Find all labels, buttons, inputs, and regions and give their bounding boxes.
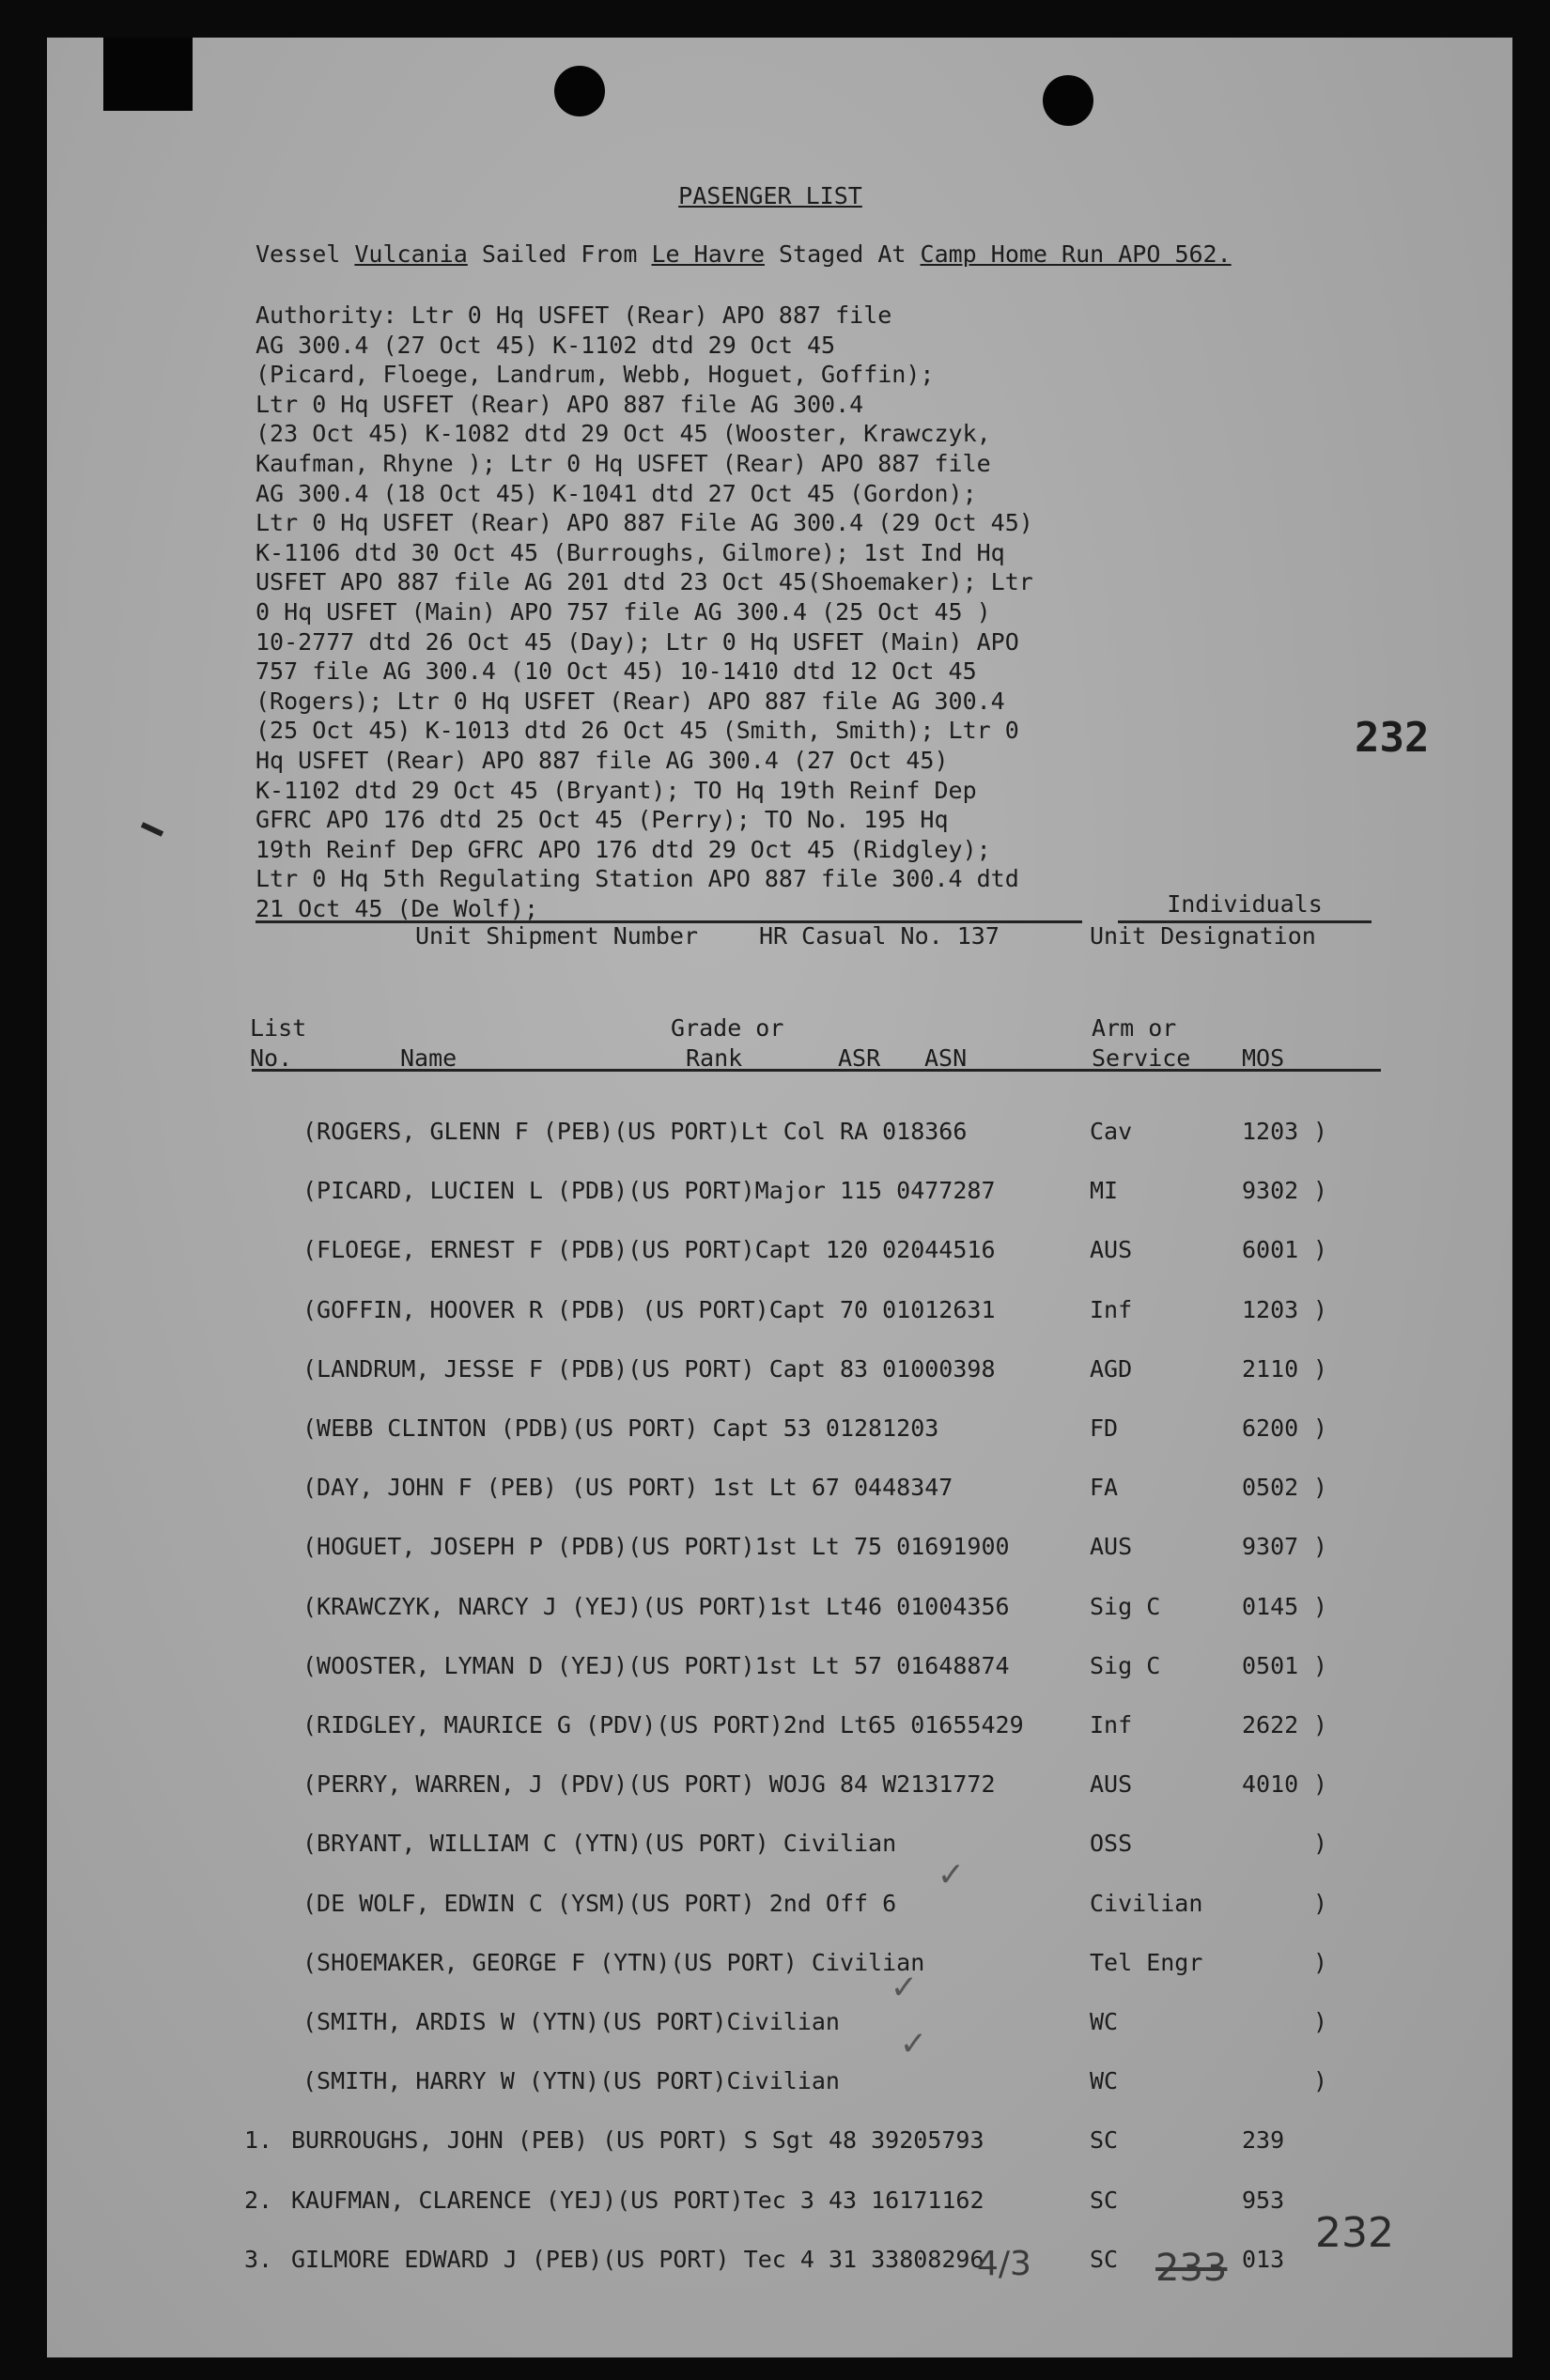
header-no: No. [250,1044,293,1072]
table-row [47,1118,1512,1150]
entry-text: (RIDGLEY, MAURICE G (PDV)(US PORT)2nd Lt65 01655429 [302,1711,1024,1739]
header-mos: MOS [1242,1044,1285,1072]
table-row [47,1830,1512,1862]
closing-paren: ) [1313,1295,1328,1323]
mos-code: 239 [1242,2126,1285,2155]
arm-or-service: AUS [1090,1770,1133,1799]
margin-page-number: 232 [1355,714,1430,762]
table-row [47,1533,1512,1565]
check-mark-icon: ✓ [939,1852,963,1895]
header-arm-or: Arm or [1092,1014,1177,1042]
list-number: 3. [244,2245,273,2273]
arm-or-service: OSS [1090,1830,1133,1858]
entry-text: (GOFFIN, HOOVER R (PDB) (US PORT)Capt 70 01012631 [302,1295,996,1323]
closing-paren: ) [1313,1948,1328,1976]
authority-line: AG 300.4 (18 Oct 45) K-1041 dtd 27 Oct 45 (Gordon); [256,479,977,507]
authority-line: 757 file AG 300.4 (10 Oct 45) 10-1410 dtd 12 Oct 45 [256,657,977,686]
mos-code: 6001 [1242,1236,1299,1264]
mos-code: 0501 [1242,1651,1299,1679]
table-row [47,1355,1512,1387]
table-row [47,1949,1512,1981]
mos-code: 953 [1242,2186,1285,2214]
arm-or-service: AUS [1090,1236,1133,1264]
entry-text: (FLOEGE, ERNEST F (PDB)(US PORT)Capt 120 02044516 [302,1236,996,1264]
table-row [47,1236,1512,1268]
table-row [47,1652,1512,1684]
authority-line: 19th Reinf Dep GFRC APO 176 dtd 29 Oct 45 (Ridgley); [256,835,991,863]
arm-or-service: Sig C [1090,1651,1161,1679]
authority-line: Ltr 0 Hq USFET (Rear) APO 887 file AG 300.4 [256,390,864,418]
arm-or-service: SC [1090,2186,1119,2214]
table-row [47,2008,1512,2040]
arm-or-service: MI [1090,1177,1119,1205]
entry-text: (KRAWCZYK, NARCY J (YEJ)(US PORT)1st Lt46 01004356 [302,1592,1010,1620]
vessel-line [256,240,1232,268]
closing-paren: ) [1313,1354,1328,1383]
table-row [47,2187,1512,2218]
page-title: PASENGER LIST [678,182,862,209]
arm-or-service: WC [1090,2067,1119,2095]
mos-code: 9307 [1242,1533,1299,1561]
table-row [47,1474,1512,1506]
table-row [47,1770,1512,1802]
header-asr: ASR [838,1044,881,1072]
mos-code: 9302 [1242,1177,1299,1205]
individuals-label: Individuals [1167,890,1323,918]
authority-line: (Picard, Floege, Landrum, Webb, Hoguet, Goffin); [256,361,935,389]
table-row [47,1593,1512,1625]
entry-text: (SMITH, ARDIS W (YTN)(US PORT)Civilian [302,2008,840,2035]
hr-casual-number: HR Casual No. 137 [759,922,1000,950]
table-row [47,1890,1512,1922]
authority-line: K-1106 dtd 30 Oct 45 (Burroughs, Gilmore); 1st Ind Hq [256,538,1005,566]
authority-line: AG 300.4 (27 Oct 45) K-1102 dtd 29 Oct 45 [256,331,836,359]
arm-or-service: Tel Engr [1090,1948,1203,1976]
unit-designation-label: Unit Designation [1090,922,1316,950]
table-row [47,1296,1512,1328]
vessel-prefix: Vessel [256,240,341,268]
arm-or-service: Sig C [1090,1592,1161,1620]
authority-line: (23 Oct 45) K-1082 dtd 29 Oct 45 (Wooster, Krawczyk, [256,420,991,448]
authority-line: Ltr 0 Hq USFET (Rear) APO 887 File AG 300.4 (29 Oct 45) [256,509,1033,537]
authority-line: Hq USFET (Rear) APO 887 file AG 300.4 (27 Oct 45) [256,746,949,774]
entry-text: (WOOSTER, LYMAN D (YEJ)(US PORT)1st Lt 57 01648874 [302,1651,1010,1679]
arm-or-service: Cav [1090,1118,1133,1145]
mos-code: 013 [1242,2245,1285,2273]
closing-paren: ) [1313,1592,1328,1620]
arm-or-service: WC [1090,2008,1119,2035]
unit-shipment-label: Unit Shipment Number [415,922,699,950]
table-row [47,1414,1512,1446]
header-service: Service [1092,1044,1191,1072]
entry-text: (DE WOLF, EDWIN C (YSM)(US PORT) 2nd Off 6 [302,1889,897,1917]
authority-line: K-1102 dtd 29 Oct 45 (Bryant); TO Hq 19th Reinf Dep [256,776,977,804]
authority-line: USFET APO 887 file AG 201 dtd 23 Oct 45(Shoemaker); Ltr [256,568,1033,596]
header-rank: Rank [686,1044,743,1072]
punch-hole [1043,75,1093,126]
header-grade-or: Grade or [671,1014,784,1042]
authority-line: (Rogers); Ltr 0 Hq USFET (Rear) APO 887 file AG 300.4 [256,687,1005,715]
entry-text: KAUFMAN, CLARENCE (YEJ)(US PORT)Tec 3 43 16171162 [291,2186,984,2214]
mos-code: 0502 [1242,1474,1299,1502]
closing-paren: ) [1313,1889,1328,1917]
arm-or-service: AGD [1090,1354,1133,1383]
handwritten-struck-number: 233 [1155,2247,1228,2290]
entry-text: (WEBB CLINTON (PDB)(US PORT) Capt 53 01281203 [302,1414,939,1442]
camp-name: Camp Home Run APO 562. [920,240,1232,268]
mos-code: 6200 [1242,1414,1299,1442]
mos-code: 0145 [1242,1592,1299,1620]
entry-text: (SMITH, HARRY W (YTN)(US PORT)Civilian [302,2067,840,2095]
entry-text: (DAY, JOHN F (PEB) (US PORT) 1st Lt 67 0448347 [302,1474,953,1502]
arm-or-service: Inf [1090,1295,1133,1323]
authority-line: (25 Oct 45) K-1013 dtd 26 Oct 45 (Smith, Smith); Ltr 0 [256,717,1019,745]
closing-paren: ) [1313,1533,1328,1561]
closing-paren: ) [1313,1414,1328,1442]
list-number: 1. [244,2126,273,2155]
authority-line: GFRC APO 176 dtd 25 Oct 45 (Perry); TO No. 195 Hq [256,806,949,834]
arm-or-service: FD [1090,1414,1119,1442]
closing-paren: ) [1313,1236,1328,1264]
authority-line: 21 Oct 45 (De Wolf); [256,894,539,922]
table-row [47,2067,1512,2099]
header-rule [252,1069,1381,1072]
table-row [47,2246,1512,2278]
entry-text: (BRYANT, WILLIAM C (YTN)(US PORT) Civilian [302,1830,897,1858]
vessel-name: Vulcania [354,240,468,268]
closing-paren: ) [1313,2008,1328,2035]
arm-or-service: SC [1090,2245,1119,2273]
closing-paren: ) [1313,1118,1328,1145]
authority-line: Authority: Ltr 0 Hq USFET (Rear) APO 887 file [256,301,892,329]
staged-label: Staged At [778,240,907,268]
authority-line: Ltr 0 Hq 5th Regulating Station APO 887 file 300.4 dtd [256,865,1019,893]
entry-text: (LANDRUM, JESSE F (PDB)(US PORT) Capt 83 01000398 [302,1354,996,1383]
entry-text: GILMORE EDWARD J (PEB)(US PORT) Tec 4 31 33808296 [291,2245,984,2273]
closing-paren: ) [1313,1177,1328,1205]
closing-paren: ) [1313,1830,1328,1858]
mos-code: 2622 [1242,1711,1299,1739]
arm-or-service: AUS [1090,1533,1133,1561]
closing-paren: ) [1313,1711,1328,1739]
sailed-label: Sailed From [481,240,638,268]
mos-code: 4010 [1242,1770,1299,1799]
check-mark-icon: ✓ [892,1965,916,2008]
paper-sheet [47,38,1512,2357]
header-asn: ASN [924,1044,968,1072]
header-name: Name [400,1044,457,1072]
entry-text: (SHOEMAKER, GEORGE F (YTN)(US PORT) Civilian [302,1948,925,1976]
handwritten-page-number: 232 [1315,2209,1394,2257]
mos-code: 2110 [1242,1354,1299,1383]
entry-text: (PERRY, WARREN, J (PDV)(US PORT) WOJG 84 W2131772 [302,1770,996,1799]
table-row [47,1711,1512,1743]
entry-text: BURROUGHS, JOHN (PEB) (US PORT) S Sgt 48 39205793 [291,2126,984,2155]
check-mark-icon: ✓ [902,2021,925,2064]
table-row [47,1177,1512,1209]
authority-line: 10-2777 dtd 26 Oct 45 (Day); Ltr 0 Hq USFET (Main) APO [256,627,1019,656]
table-row [47,2126,1512,2158]
list-number: 2. [244,2186,273,2214]
arm-or-service: Civilian [1090,1889,1203,1917]
mos-code: 1203 [1242,1295,1299,1323]
arm-or-service: Inf [1090,1711,1133,1739]
arm-or-service: FA [1090,1474,1119,1502]
entry-text: (HOGUET, JOSEPH P (PDB)(US PORT)1st Lt 75 01691900 [302,1533,1010,1561]
corner-tab [103,38,193,111]
mos-code: 1203 [1242,1118,1299,1145]
port-name: Le Havre [651,240,765,268]
authority-line: 0 Hq USFET (Main) APO 757 file AG 300.4 (25 Oct 45 ) [256,597,991,626]
closing-paren: ) [1313,1651,1328,1679]
margin-mark [141,822,163,837]
handwritten-mark: 4/3 [977,2245,1031,2283]
entry-text: (ROGERS, GLENN F (PEB)(US PORT)Lt Col RA 018366 [302,1118,968,1145]
authority-block [256,301,1195,923]
arm-or-service: SC [1090,2126,1119,2155]
closing-paren: ) [1313,1474,1328,1502]
header-list: List [250,1014,307,1042]
authority-line: Kaufman, Rhyne ); Ltr 0 Hq USFET (Rear) APO 887 file [256,449,991,477]
closing-paren: ) [1313,1770,1328,1799]
entry-text: (PICARD, LUCIEN L (PDB)(US PORT)Major 115 0477287 [302,1177,996,1205]
closing-paren: ) [1313,2067,1328,2095]
punch-hole [554,66,605,116]
